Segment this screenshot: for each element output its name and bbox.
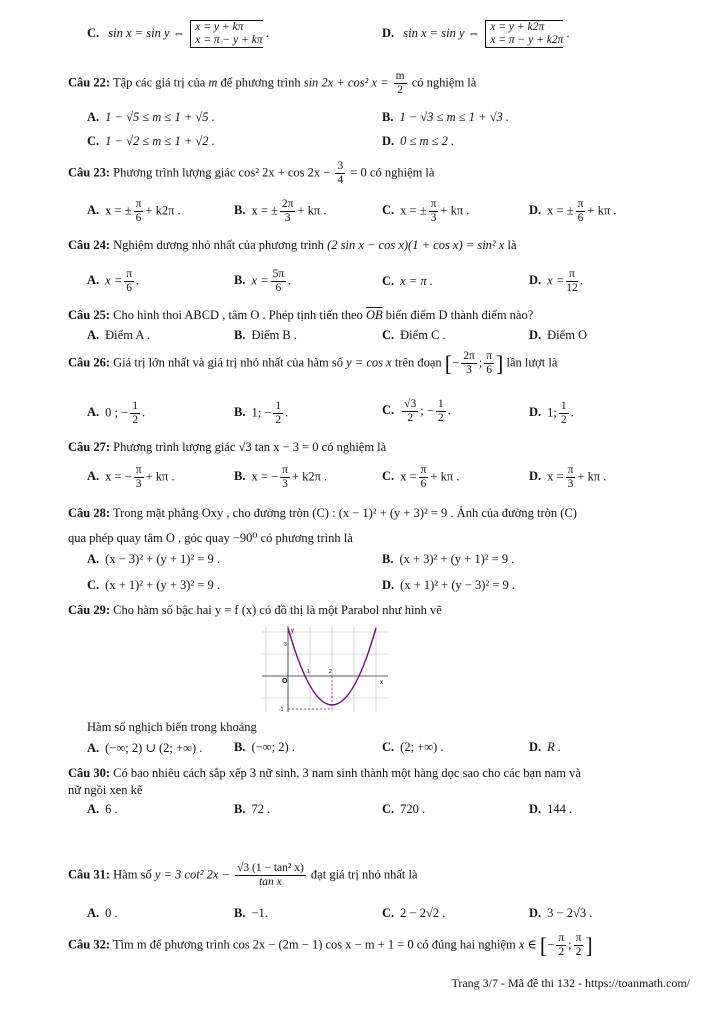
q22-option-a: A. 1 − √5 ≤ m ≤ 1 + √5 . [87,110,215,124]
q26-option-b: B. 1; − $\frac{1}{2}$ . [234,400,289,426]
q22-stem: Câu 22: Tập các giá trị của m để phương trình sin 2x + cos² x = $\frac{m}{2}$ có nghiệm là [68,70,477,96]
tick-label-2: 2 [329,669,332,675]
q23-option-d: D. x = ± $\frac{\pi}{6}$ + kπ . [529,198,617,224]
parabola-graph [258,622,392,716]
q30-option-a: A. 6 . [87,802,118,816]
q29-sub: Hàm số nghịch biến trong khoảng [87,720,257,734]
q27-option-d: D. x = $\frac{\pi}{3}$ + kπ . [529,464,607,490]
q30-option-b: B. 72 . [234,802,271,816]
origin-label: O [282,678,288,685]
q25-option-b: B. Điểm B . [234,328,297,342]
q24-option-d: D. x = $\frac{\pi}{12}$ . [529,268,583,294]
q29-stem: Câu 29: Cho hàm số bậc hai y = f (x) có đồ thị là một Parabol như hình vẽ [68,603,442,617]
q28-stem-line1: Câu 28: Trong mặt phẳng Oxy , cho đường tròn (C) : (x − 1)² + (y + 3)² = 9 . Ảnh của đường tròn (C) [68,506,577,520]
tick-label-3: 3 [284,642,287,648]
q29-option-a: A. (−∞; 2) ∪ (2; +∞) . [87,741,203,755]
q29-option-b: B. (−∞; 2) . [234,740,295,754]
q26-option-d: D. 1; $\frac{1}{2}$ . [529,400,574,426]
q25-option-c: C. Điểm C . [382,328,446,342]
q31-option-b: B. −1. [234,906,268,920]
q22-option-c: C. 1 − √2 ≤ m ≤ 1 + √2 . [87,134,215,148]
q22-option-d: D. 0 ≤ m ≤ 2 . [382,134,455,148]
q24-stem: Câu 24: Nghiệm dương nhỏ nhất của phương trình (2 sin x − cos x)(1 + cos x) = sin² x là [68,238,517,252]
q26-option-a: A. 0 ; − $\frac{1}{2}$ . [87,400,146,426]
q30-stem-line2: nữ ngồi xen kẽ [68,783,143,797]
q31-option-c: C. 2 − 2√2 . [382,906,446,920]
q21-option-d: D. sin x = sin y ⇔ x = y + k2π x = π − y + k2π . [382,21,570,46]
q27-option-a: A. x = − $\frac{\pi}{3}$ + kπ . [87,464,175,490]
q30-option-c: C. 720 . [382,802,426,816]
x-axis-label: x [380,680,383,686]
q28-option-d: D. (x + 1)² + (y − 3)² = 9 . [382,578,515,592]
q23-option-b: B. x = ± $\frac{2\pi}{3}$ + kπ . [234,198,327,224]
q30-option-d: D. 144 . [529,802,573,816]
q29-option-d: D. R . [529,740,562,754]
q31-option-d: D. 3 − 2√3 . [529,906,593,920]
tick-label-neg1: -1 [279,707,284,713]
q25-option-d: D. Điểm O [529,328,588,342]
q24-option-c: C. x = π . [382,274,433,288]
q31-stem: Câu 31: Hàm số y = 3 cot² 2x − $\frac{\text{√3 (1 − tan² x)}}{\text{tan x}}$ đạt giá trị nhỏ nhất là [68,862,418,888]
tick-label-1: 1 [307,669,310,675]
q31-option-a: A. 0 . [87,906,118,920]
q28-option-b: B. (x + 3)² + (y + 1)² = 9 . [382,552,515,566]
q28-option-a: A. (x − 3)² + (y + 1)² = 9 . [87,552,220,566]
q26-stem: Câu 26: Giá trị lớn nhất và giá trị nhỏ nhất của hàm số y = cos x trên đoạn [− $\frac{2\pi}{3}$ ; $\frac{\pi}{6}$ ] lần lượt là [68,350,558,376]
q23-option-c: C. x = ± $\frac{\pi}{3}$ + kπ . [382,198,470,224]
q27-stem: Câu 27: Phương trình lượng giác √3 tan x − 3 = 0 có nghiệm là [68,440,387,454]
q25-option-a: A. Điểm A . [87,328,150,342]
q24-option-a: A. x = $\frac{\pi}{6}$ . [87,268,140,294]
q32-stem: Câu 32: Tìm m để phương trình cos 2x − (2m − 1) cos x − m + 1 = 0 có đúng hai nghiệm x ∈ [− $\frac{\pi}{2}$ ; $\frac{\pi}{2}$ ] [68,932,593,958]
y-axis-label: y [291,628,294,634]
q23-stem: Câu 23: Phương trình lượng giác cos² 2x + cos 2x − $\frac{3}{4}$ = 0 có nghiệm là [68,160,435,186]
q21-option-c: C. sin x = sin y ⇔ x = y + kπ x = π − y + kπ . [87,21,269,46]
page-footer: Trang 3/7 - Mã đề thi 132 - https://toanmath.com/ [451,976,690,990]
q22-option-b: B. 1 − √3 ≤ m ≤ 1 + √3 . [382,110,510,124]
q26-option-c: C. $\frac{√3}{2}$ ; − $\frac{1}{2}$ . [382,398,451,424]
graph-grid [262,626,388,712]
q27-option-b: B. x = − $\frac{\pi}{3}$ + k2π . [234,464,328,490]
q27-option-c: C. x = $\frac{\pi}{6}$ + kπ . [382,464,460,490]
q28-stem-line2: qua phép quay tâm O , góc quay −90⁰ có phương trình là [68,531,353,545]
q28-option-c: C. (x + 1)² + (y + 3)² = 9 . [87,578,220,592]
q25-stem: Câu 25: Cho hình thoi ABCD , tâm O . Phép tịnh tiến theo $\overline{OB}$ biến điểm D thành điểm nào? [68,308,534,322]
q23-option-a: A. x = ± $\frac{\pi}{6}$ + k2π . [87,198,181,224]
q29-option-c: C. (2; +∞) . [382,740,444,754]
q24-option-b: B. x = $\frac{5\pi}{6}$ . [234,268,292,294]
q30-stem-line1: Câu 30: Có bao nhiêu cách sắp xếp 3 nữ sinh, 3 nam sinh thành một hàng dọc sao cho các bạn nam và [68,766,581,780]
